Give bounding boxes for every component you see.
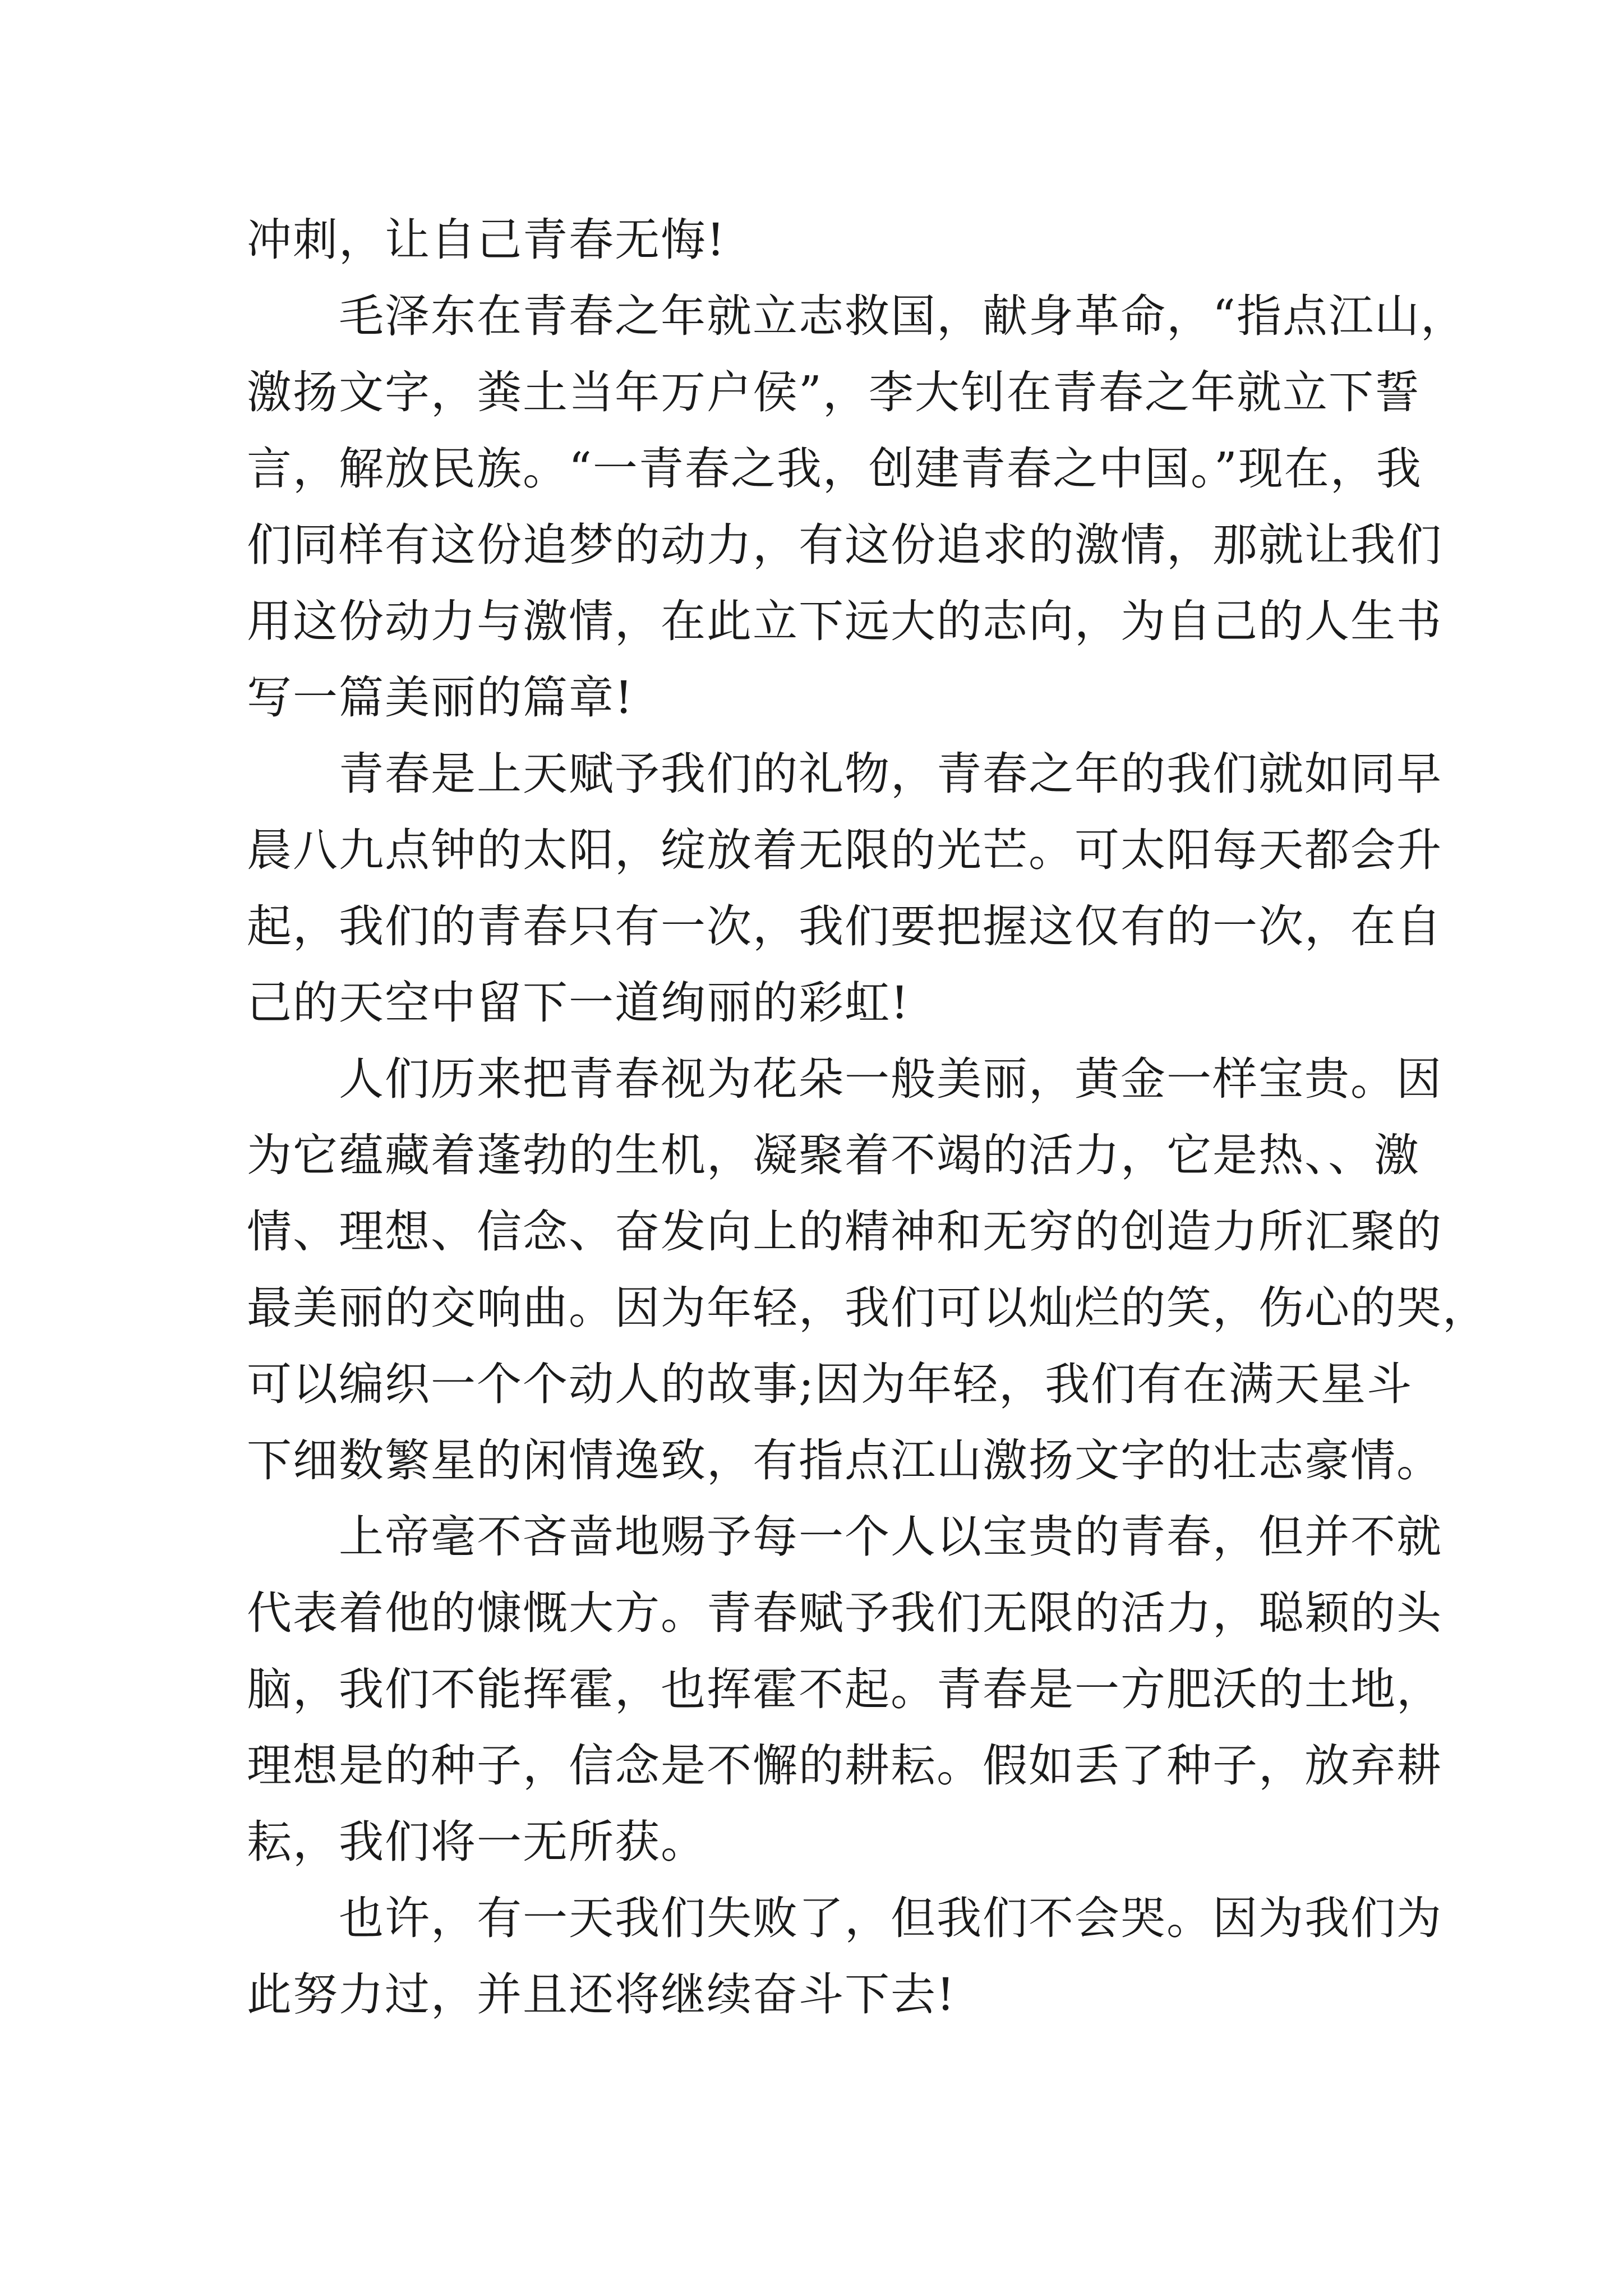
text-line: 冲刺，让自己青春无悔! — [247, 214, 726, 266]
text-line: 青春是上天赋予我们的礼物，青春之年的我们就如同早 — [339, 748, 1442, 800]
text-line: 用这份动力与激情，在此立下远大的志向，为自己的人生书 — [247, 595, 1442, 647]
text-line: 可以编织一个个动人的故事;因为年轻，我们有在满天星斗 — [247, 1358, 1413, 1410]
text-line: 写一篇美丽的篇章! — [247, 671, 634, 724]
text-line: 此努力过，并且还将继续奋斗下去! — [247, 1968, 956, 2021]
text-line: 己的天空中留下一道绚丽的彩虹! — [247, 977, 910, 1029]
text-line: 激扬文字，粪土当年万户侯”，李大钊在青春之年就立下誓 — [247, 366, 1421, 418]
text-line: 情、理想、信念、奋发向上的精神和无穷的创造力所汇聚的 — [247, 1205, 1442, 1258]
text-line: 耘，我们将一无所获。 — [247, 1816, 707, 1868]
text-line: 为它蕴藏着蓬勃的生机，凝聚着不竭的活力，它是热、、激 — [247, 1129, 1420, 1181]
body-text — [247, 202, 1488, 2033]
text-line: 代表着他的慷慨大方。青春赋予我们无限的活力，聪颖的头 — [247, 1587, 1442, 1639]
text-line: 下细数繁星的闲情逸致，有指点江山激扬文字的壮志豪情。 — [247, 1434, 1442, 1487]
text-line: 上帝毫不吝啬地赐予每一个人以宝贵的青春，但并不就 — [339, 1511, 1442, 1563]
text-line: 人们历来把青春视为花朵一般美丽，黄金一样宝贵。因 — [339, 1053, 1442, 1105]
text-line: 们同样有这份追梦的动力，有这份追求的激情，那就让我们 — [247, 519, 1442, 571]
text-line: 言，解放民族。“一青春之我，创建青春之中国。”现在，我 — [247, 443, 1422, 495]
text-line: 也许，有一天我们失败了，但我们不会哭。因为我们为 — [339, 1892, 1442, 1944]
text-line: 毛泽东在青春之年就立志救国，献身革命，“指点江山， — [339, 290, 1467, 342]
text-line: 最美丽的交响曲。因为年轻，我们可以灿烂的笑，伤心的哭， — [247, 1282, 1488, 1334]
text-line: 脑，我们不能挥霍，也挥霍不起。青春是一方肥沃的土地， — [247, 1663, 1442, 1715]
text-line: 理想是的种子，信念是不懈的耕耘。假如丢了种子，放弃耕 — [247, 1740, 1442, 1792]
text-line: 起，我们的青春只有一次，我们要把握这仅有的一次，在自 — [247, 900, 1442, 953]
text-line: 晨八九点钟的太阳，绽放着无限的光芒。可太阳每天都会升 — [247, 824, 1442, 876]
